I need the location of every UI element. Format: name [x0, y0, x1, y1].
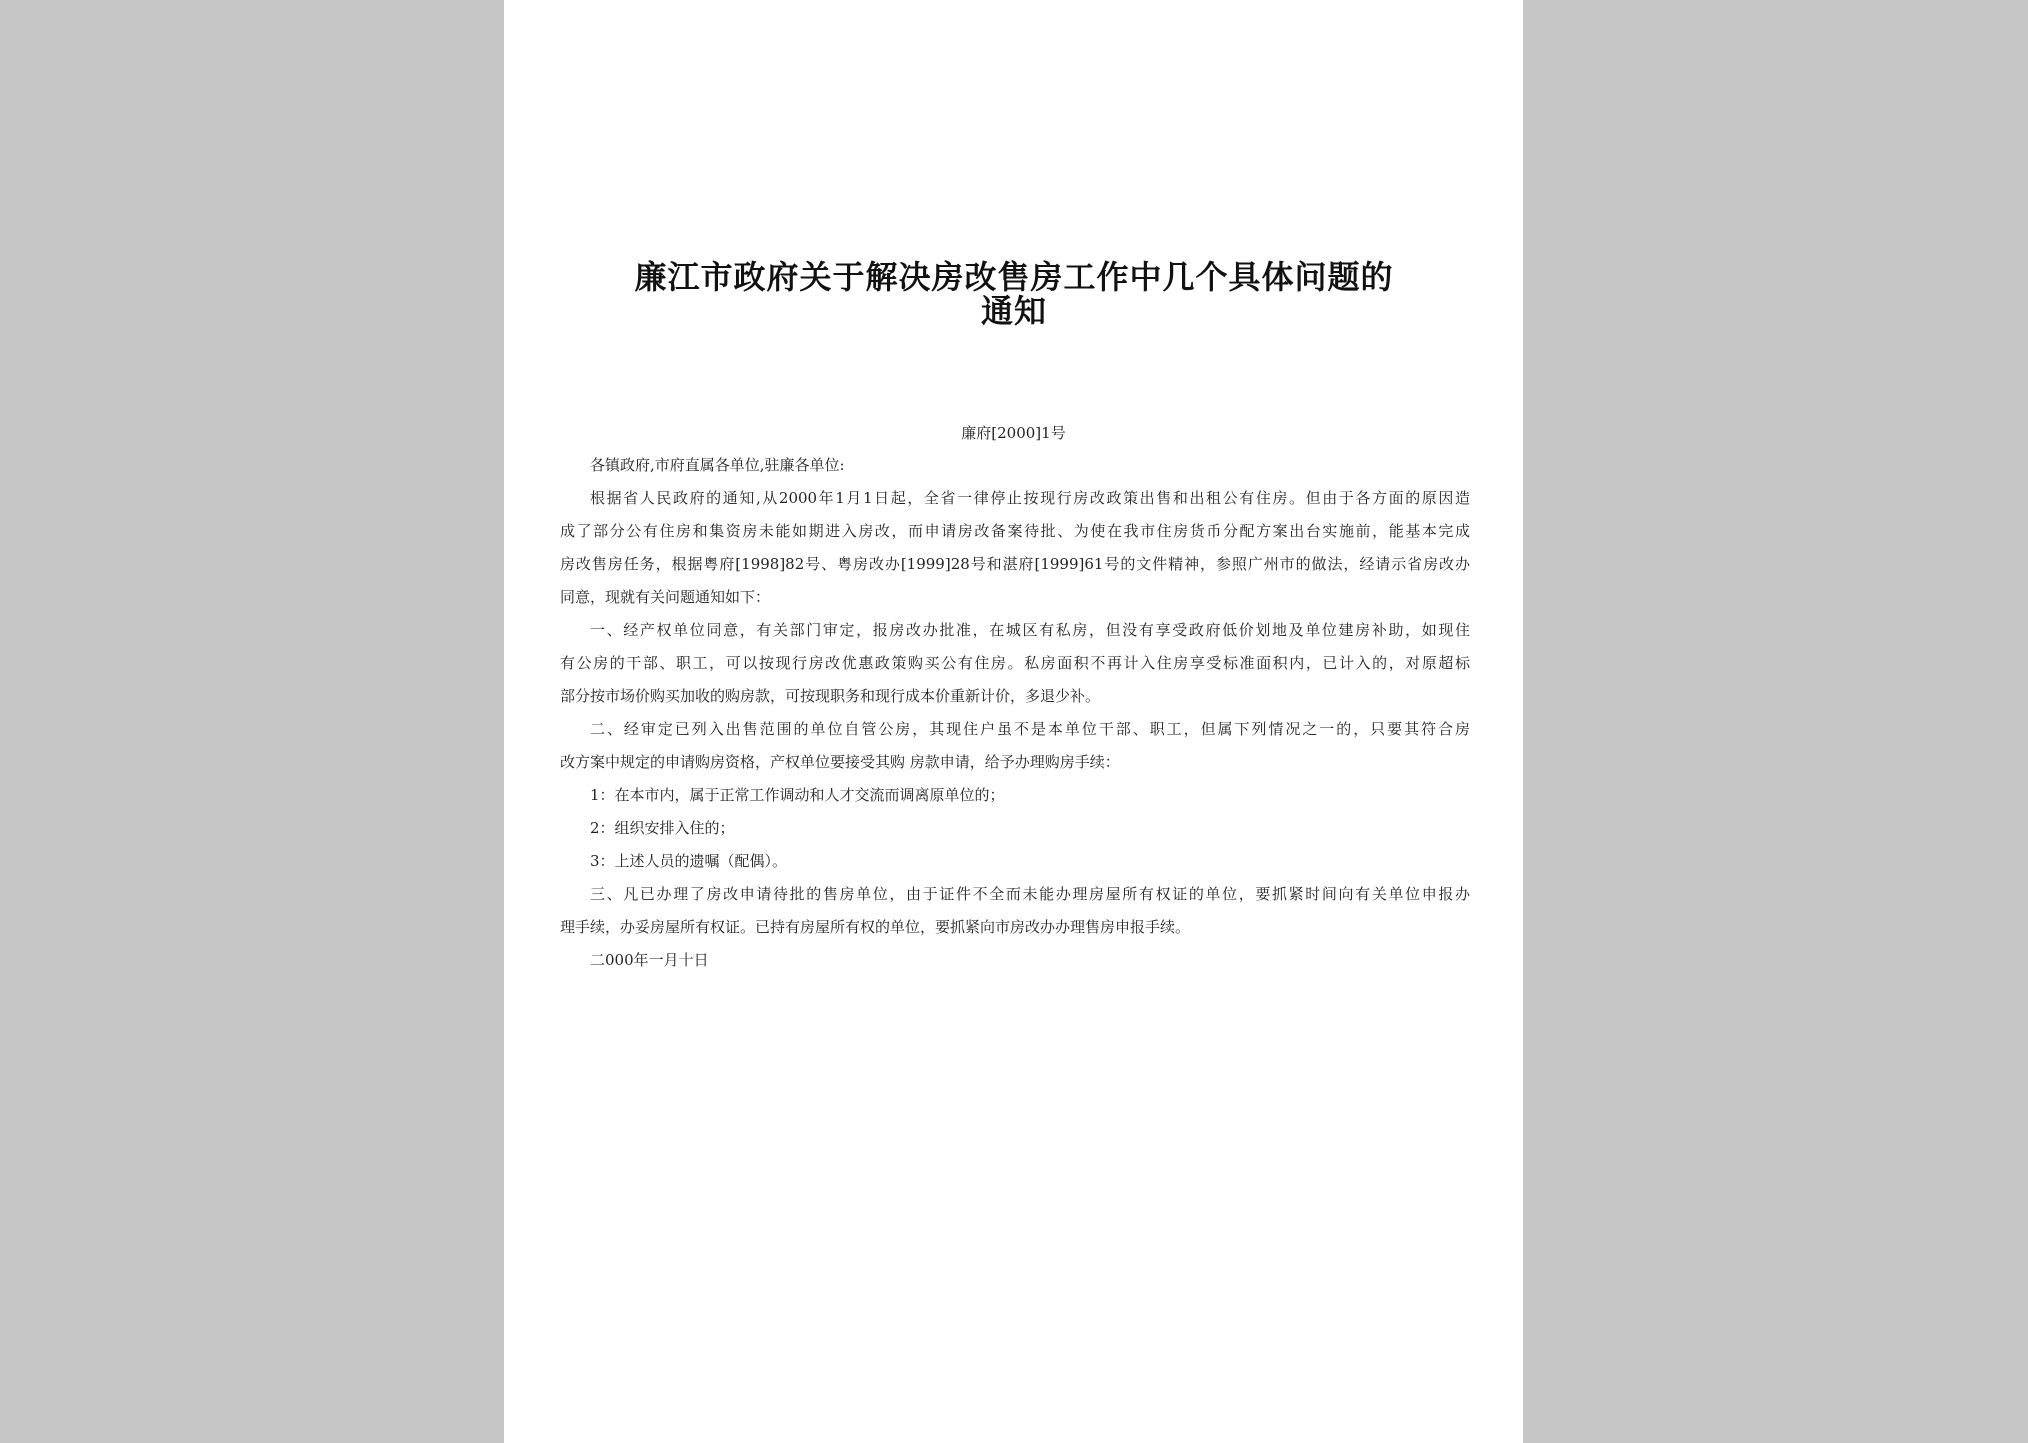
paragraph-line: 有公房的干部、职工，可以按现行房改优惠政策购买公有住房。私房面积不再计入住房享受标准面积内，已计入的，对原超标: [560, 654, 1470, 672]
paragraph-line: 一、经产权单位同意，有关部门审定，报房改办批准，在城区有私房，但没有享受政府低价划地及单位建房补助，如现住: [590, 621, 1470, 639]
document-number: 廉府[2000]1号: [961, 424, 1066, 442]
paragraph-line: 成了部分公有住房和集资房未能如期进入房改，而申请房改备案待批、为使在我市住房货币分配方案出台实施前，能基本完成: [560, 522, 1470, 540]
paragraph-line: 同意，现就有关问题通知如下：: [560, 588, 771, 606]
paragraph-line: 三、凡已办理了房改申请待批的售房单位，由于证件不全而未能办理房屋所有权证的单位，要抓紧时间向有关单位申报办: [590, 885, 1470, 903]
document-title: [544, 260, 1484, 328]
paragraph-line: 根据省人民政府的通知,从2000年1月1日起，全省一律停止按现行房改政策出售和出租公有住房。但由于各方面的原因造: [590, 489, 1470, 507]
title-line-1: 廉江市政府关于解决房改售房工作中几个具体问题的: [634, 258, 1394, 296]
paragraph-line: 部分按市场价购买加收的购房款，可按现职务和现行成本价重新计价，多退少补。: [560, 687, 1101, 705]
title-line-2: 通知: [980, 292, 1047, 330]
list-item: 3：上述人员的遗嘱（配偶）。: [590, 852, 788, 870]
document-date: 二000年一月十日: [590, 951, 709, 969]
paragraph-line: 理手续，办妥房屋所有权证。已持有房屋所有权的单位，要抓紧向市房改办办理售房申报手续。: [560, 918, 1191, 936]
paragraph-line: 房改售房任务，根据粤府[1998]82号、粤房改办[1999]28号和湛府[1999]61号的文件精神，参照广州市的做法，经请示省房改办: [560, 555, 1470, 573]
paragraph-line: 二、经审定已列入出售范围的单位自管公房，其现住户虽不是本单位干部、职工，但属下列情况之一的，只要其符合房: [590, 720, 1470, 738]
list-item: 2：组织安排入住的；: [590, 819, 735, 837]
document-page: [504, 0, 1523, 1443]
addressee: 各镇政府,市府直属各单位,驻廉各单位:: [590, 456, 845, 474]
paragraph-line: 改方案中规定的申请购房资格，产权单位要接受其购 房款申请，给予办理购房手续：: [560, 753, 1120, 771]
list-item: 1：在本市内，属于正常工作调动和人才交流而调离原单位的；: [590, 786, 1005, 804]
